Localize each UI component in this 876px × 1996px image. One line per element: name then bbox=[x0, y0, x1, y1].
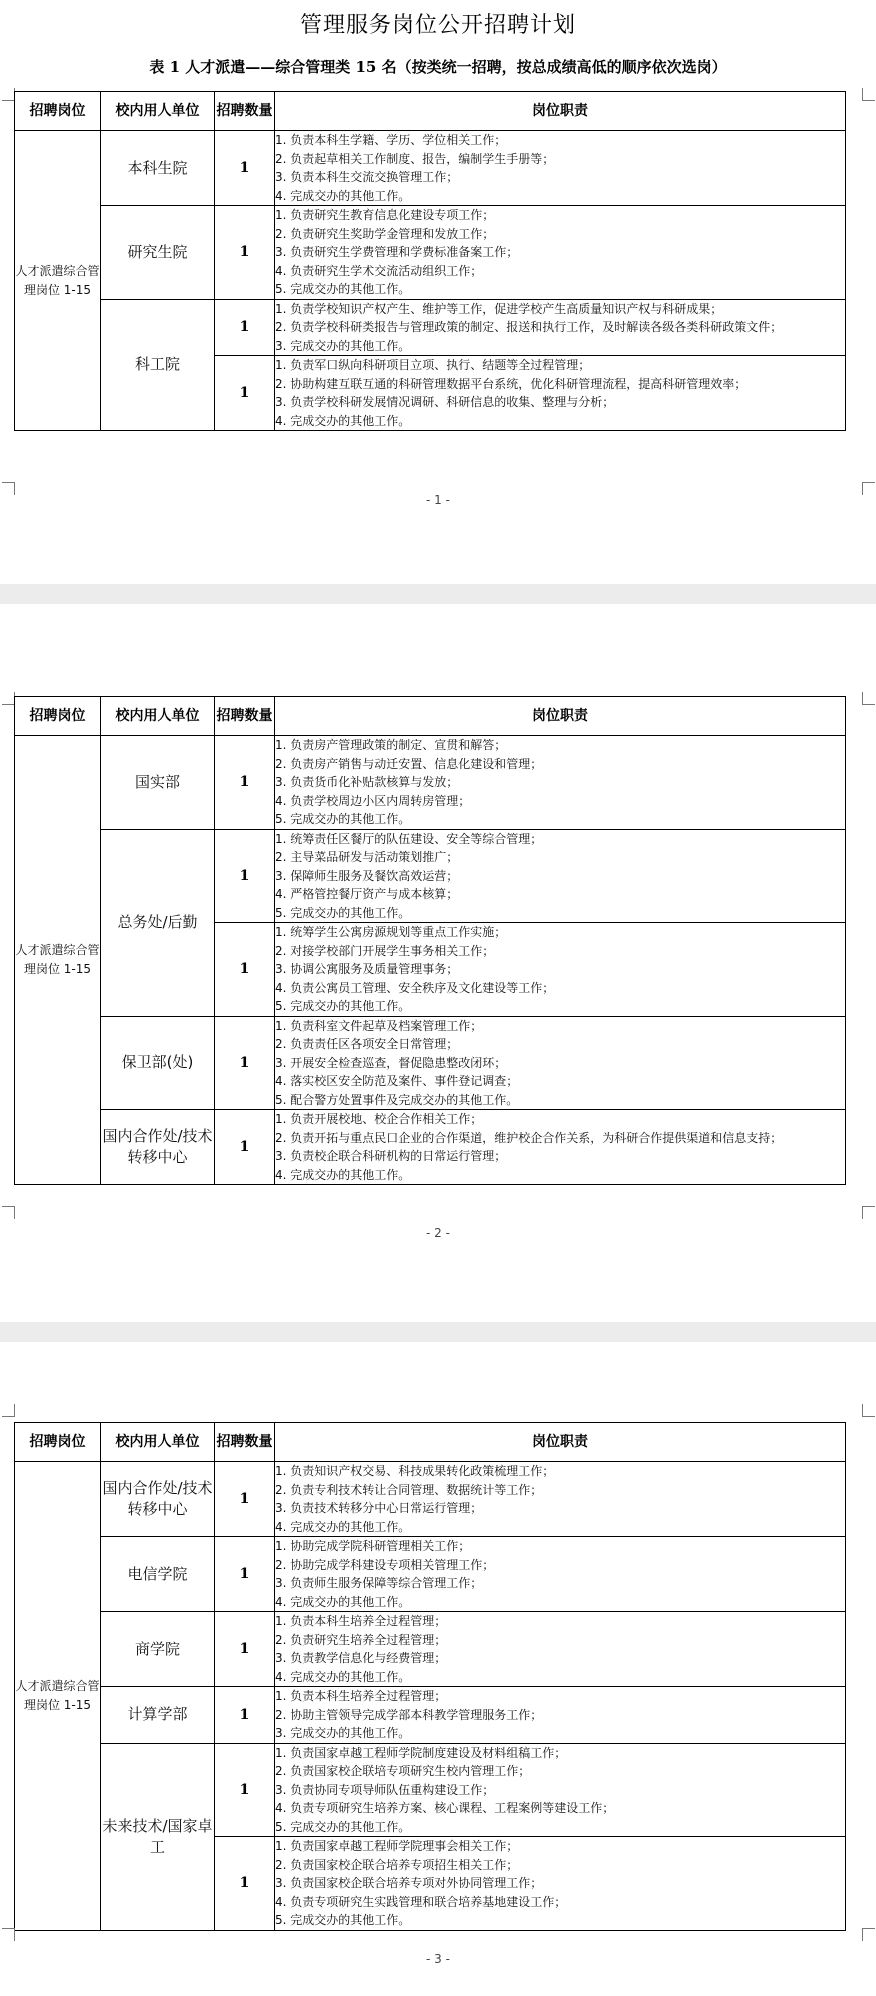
table-row bbox=[15, 299, 846, 356]
table-header-row bbox=[15, 697, 846, 736]
document-title: 管理服务岗位公开招聘计划 bbox=[299, 13, 576, 38]
duties-cell bbox=[275, 923, 846, 1017]
count-cell: 1 bbox=[215, 1110, 275, 1185]
duty-item: 4. 负责学校周边小区内周转房管理； bbox=[275, 793, 471, 808]
duty-item: 2. 负责国家校企联合培养专项招生相关工作； bbox=[275, 1857, 519, 1872]
table-row bbox=[15, 1687, 846, 1744]
count-cell: 1 bbox=[215, 356, 275, 431]
unit-cell: 国内合作处/技术转移中心 bbox=[101, 1110, 215, 1185]
crop-mark-bottom-right bbox=[862, 1206, 875, 1219]
table-row bbox=[15, 1612, 846, 1687]
duty-item: 4. 负责研究生学术交流活动组织工作； bbox=[275, 263, 483, 278]
page-number: - 3 - bbox=[426, 1952, 450, 1966]
duty-item: 5. 完成交办的其他工作。 bbox=[275, 905, 411, 920]
duty-item: 3. 开展安全检查巡查，督促隐患整改闭环； bbox=[275, 1055, 507, 1070]
duty-item: 3. 负责国家校企联合培养专项对外协同管理工作； bbox=[275, 1876, 543, 1890]
table-row bbox=[15, 1110, 846, 1185]
duty-item: 1. 负责国家卓越工程师学院理事会相关工作； bbox=[275, 1839, 519, 1853]
count-cell: 1 bbox=[215, 131, 275, 206]
count-cell: 1 bbox=[215, 829, 275, 923]
position-cell: 人才派遣综合管理岗位 1-15 bbox=[15, 736, 101, 1185]
count-cell: 1 bbox=[215, 1462, 275, 1537]
count-cell: 1 bbox=[215, 1016, 275, 1110]
duty-item: 1. 统筹责任区餐厅的队伍建设、安全等综合管理； bbox=[275, 831, 543, 846]
duty-item: 1. 负责本科生培养全过程管理； bbox=[275, 1614, 447, 1628]
crop-mark-top-left bbox=[2, 1404, 15, 1417]
header-unit: 校内用人单位 bbox=[101, 1423, 215, 1462]
header-position: 招聘岗位 bbox=[15, 92, 101, 131]
duties-cell bbox=[275, 1016, 846, 1110]
duties-cell bbox=[275, 1687, 846, 1744]
duty-item: 2. 负责责任区各项安全日常管理； bbox=[275, 1037, 459, 1051]
duty-item: 4. 完成交办的其他工作。 bbox=[275, 413, 411, 428]
duty-item: 3. 负责研究生学费管理和学费标准备案工作； bbox=[275, 245, 519, 259]
duty-item: 1. 负责开展校地、校企合作相关工作； bbox=[275, 1112, 483, 1126]
duties-cell bbox=[275, 206, 846, 300]
header-count: 招聘数量 bbox=[215, 697, 275, 736]
count-cell: 1 bbox=[215, 299, 275, 356]
duty-item: 2. 负责研究生培养全过程管理； bbox=[275, 1632, 447, 1647]
header-duties: 岗位职责 bbox=[275, 1423, 846, 1462]
duty-item: 5. 完成交办的其他工作。 bbox=[275, 282, 411, 296]
duty-item: 4. 严格管控餐厅资产与成本核算； bbox=[275, 887, 459, 901]
duty-item: 1. 负责国家卓越工程师学院制度建设及材料组稿工作； bbox=[275, 1745, 567, 1760]
recruitment-table-page-1 bbox=[14, 91, 846, 431]
duty-item: 2. 负责国家校企联培专项研究生校内管理工作； bbox=[275, 1764, 531, 1778]
unit-cell: 商学院 bbox=[101, 1612, 215, 1687]
duties-cell bbox=[275, 1110, 846, 1185]
duties-cell bbox=[275, 356, 846, 431]
duty-item: 1. 负责学校知识产权产生、维护等工作，促进学校产生高质量知识产权与科研成果； bbox=[275, 301, 723, 316]
duty-item: 4. 负责专项研究生实践管理和联合培养基地建设工作； bbox=[275, 1894, 567, 1909]
count-cell: 1 bbox=[215, 1837, 275, 1931]
table-row bbox=[15, 1537, 846, 1612]
crop-mark-bottom-right bbox=[862, 1928, 875, 1941]
unit-cell: 未来技术/国家卓工 bbox=[101, 1743, 215, 1930]
table-header-row bbox=[15, 92, 846, 131]
crop-mark-top-right bbox=[862, 692, 875, 705]
duties-cell bbox=[275, 1837, 846, 1931]
duty-item: 2. 协助构建互联互通的科研管理数据平台系统，优化科研管理流程，提高科研管理效率； bbox=[275, 376, 747, 391]
header-unit: 校内用人单位 bbox=[101, 697, 215, 736]
duty-item: 3. 负责教学信息化与经费管理； bbox=[275, 1651, 447, 1665]
duty-item: 2. 负责专利技术转让合同管理、数据统计等工作； bbox=[275, 1482, 543, 1497]
header-position: 招聘岗位 bbox=[15, 697, 101, 736]
duty-item: 1. 负责房产管理政策的制定、宣贯和解答； bbox=[275, 738, 507, 752]
duty-item: 3. 负责协同专项导师队伍重构建设工作； bbox=[275, 1782, 495, 1797]
duty-item: 1. 协助完成学院科研管理相关工作； bbox=[275, 1539, 471, 1553]
table-row bbox=[15, 206, 846, 300]
duty-item: 5. 完成交办的其他工作。 bbox=[275, 1819, 411, 1834]
position-cell: 人才派遣综合管理岗位 1-15 bbox=[15, 131, 101, 431]
table-row bbox=[15, 1462, 846, 1537]
crop-mark-bottom-left bbox=[2, 1206, 15, 1219]
duty-item: 3. 负责学校科研发展情况调研、科研信息的收集、整理与分析； bbox=[275, 395, 615, 409]
duty-item: 2. 负责研究生奖助学金管理和发放工作； bbox=[275, 226, 495, 241]
unit-cell: 保卫部(处) bbox=[101, 1016, 215, 1110]
duty-item: 3. 协调公寓服务及质量管理事务； bbox=[275, 962, 459, 976]
recruitment-table-page-3 bbox=[14, 1422, 846, 1931]
duty-item: 1. 负责本科生培养全过程管理； bbox=[275, 1689, 447, 1703]
duty-item: 2. 协助主管领导完成学部本科教学管理服务工作； bbox=[275, 1707, 543, 1722]
header-position: 招聘岗位 bbox=[15, 1423, 101, 1462]
duty-item: 2. 协助完成学科建设专项相关管理工作； bbox=[275, 1557, 495, 1572]
duties-cell bbox=[275, 1462, 846, 1537]
position-cell: 人才派遣综合管理岗位 1-15 bbox=[15, 1462, 101, 1931]
crop-mark-top-right bbox=[862, 1404, 875, 1417]
table-row bbox=[15, 131, 846, 206]
duties-cell bbox=[275, 131, 846, 206]
duty-item: 1. 负责军口纵向科研项目立项、执行、结题等全过程管理； bbox=[275, 358, 591, 372]
unit-cell: 本科生院 bbox=[101, 131, 215, 206]
duty-item: 2. 负责学校科研类报告与管理政策的制定、报送和执行工作，及时解读各级各类科研政策文件； bbox=[275, 320, 783, 334]
duty-item: 3. 负责技术转移分中心日常运行管理； bbox=[275, 1501, 483, 1515]
duty-item: 3. 完成交办的其他工作。 bbox=[275, 338, 411, 353]
duty-item: 4. 完成交办的其他工作。 bbox=[275, 1594, 411, 1609]
duties-cell bbox=[275, 736, 846, 830]
duty-item: 3. 保障师生服务及餐饮高效运营； bbox=[275, 868, 459, 883]
count-cell: 1 bbox=[215, 1687, 275, 1744]
duty-item: 3. 负责校企联合科研机构的日常运行管理； bbox=[275, 1149, 507, 1163]
duty-item: 2. 对接学校部门开展学生事务相关工作； bbox=[275, 943, 495, 958]
document-page-3 bbox=[0, 1342, 876, 1996]
duty-item: 2. 负责房产销售与动迁安置、信息化建设和管理； bbox=[275, 756, 543, 771]
duty-item: 4. 完成交办的其他工作。 bbox=[275, 188, 411, 203]
header-duties: 岗位职责 bbox=[275, 92, 846, 131]
duty-item: 4. 负责公寓员工管理、安全秩序及文化建设等工作； bbox=[275, 980, 555, 995]
duty-item: 5. 配合警方处置事件及完成交办的其他工作。 bbox=[275, 1092, 519, 1107]
duties-cell bbox=[275, 1612, 846, 1687]
duties-cell bbox=[275, 829, 846, 923]
header-count: 招聘数量 bbox=[215, 1423, 275, 1462]
table-row bbox=[15, 829, 846, 923]
duty-item: 4. 落实校区安全防范及案件、事件登记调查； bbox=[275, 1074, 519, 1088]
unit-cell: 总务处/后勤 bbox=[101, 829, 215, 1016]
table-row bbox=[15, 736, 846, 830]
page-number: - 1 - bbox=[426, 493, 450, 507]
document-page-1 bbox=[0, 0, 876, 584]
duty-item: 5. 完成交办的其他工作。 bbox=[275, 999, 411, 1013]
unit-cell: 国内合作处/技术转移中心 bbox=[101, 1462, 215, 1537]
duty-item: 4. 负责专项研究生培养方案、核心课程、工程案例等建设工作； bbox=[275, 1801, 615, 1815]
table-caption: 表 1 人才派遣——综合管理类 15 名（按类统一招聘，按总成绩高低的顺序依次选岗） bbox=[149, 58, 727, 76]
unit-cell: 科工院 bbox=[101, 299, 215, 431]
duties-cell bbox=[275, 1537, 846, 1612]
duty-item: 4. 完成交办的其他工作。 bbox=[275, 1167, 411, 1182]
count-cell: 1 bbox=[215, 1612, 275, 1687]
crop-mark-top-right bbox=[862, 88, 875, 101]
duty-item: 1. 负责科室文件起草及档案管理工作； bbox=[275, 1018, 483, 1033]
duty-item: 3. 完成交办的其他工作。 bbox=[275, 1726, 411, 1740]
unit-cell: 电信学院 bbox=[101, 1537, 215, 1612]
count-cell: 1 bbox=[215, 206, 275, 300]
unit-cell: 国实部 bbox=[101, 736, 215, 830]
duty-item: 1. 统筹学生公寓房源规划等重点工作实施； bbox=[275, 925, 507, 939]
page-number: - 2 - bbox=[426, 1226, 450, 1240]
crop-mark-bottom-left bbox=[2, 1928, 15, 1941]
duty-item: 4. 完成交办的其他工作。 bbox=[275, 1519, 411, 1534]
duty-item: 3. 负责本科生交流交换管理工作； bbox=[275, 170, 459, 184]
count-cell: 1 bbox=[215, 1537, 275, 1612]
duty-item: 3. 负责货币化补贴款核算与发放； bbox=[275, 775, 459, 789]
unit-cell: 计算学部 bbox=[101, 1687, 215, 1744]
unit-cell: 研究生院 bbox=[101, 206, 215, 300]
duties-cell bbox=[275, 299, 846, 356]
duty-item: 4. 完成交办的其他工作。 bbox=[275, 1669, 411, 1684]
header-count: 招聘数量 bbox=[215, 92, 275, 131]
duty-item: 5. 完成交办的其他工作。 bbox=[275, 812, 411, 826]
count-cell: 1 bbox=[215, 923, 275, 1017]
table-header-row bbox=[15, 1423, 846, 1462]
duty-item: 2. 主导菜品研发与活动策划推广； bbox=[275, 850, 459, 864]
header-duties: 岗位职责 bbox=[275, 697, 846, 736]
duty-item: 3. 负责师生服务保障等综合管理工作； bbox=[275, 1576, 483, 1590]
document-page-2 bbox=[0, 604, 876, 1322]
duties-cell bbox=[275, 1743, 846, 1837]
duty-item: 2. 负责起草相关工作制度、报告，编制学生手册等； bbox=[275, 151, 555, 166]
duty-item: 1. 负责研究生教育信息化建设专项工作； bbox=[275, 208, 495, 222]
table-row bbox=[15, 1016, 846, 1110]
duty-item: 2. 负责开拓与重点民口企业的合作渠道，维护校企合作关系，为科研合作提供渠道和信息支持； bbox=[275, 1130, 783, 1145]
duty-item: 5. 完成交办的其他工作。 bbox=[275, 1913, 411, 1927]
recruitment-table-page-2 bbox=[14, 696, 846, 1185]
duty-item: 1. 负责知识产权交易、科技成果转化政策梳理工作； bbox=[275, 1464, 555, 1478]
count-cell: 1 bbox=[215, 1743, 275, 1837]
header-unit: 校内用人单位 bbox=[101, 92, 215, 131]
count-cell: 1 bbox=[215, 736, 275, 830]
table-row bbox=[15, 1743, 846, 1837]
duty-item: 1. 负责本科生学籍、学历、学位相关工作； bbox=[275, 133, 507, 147]
